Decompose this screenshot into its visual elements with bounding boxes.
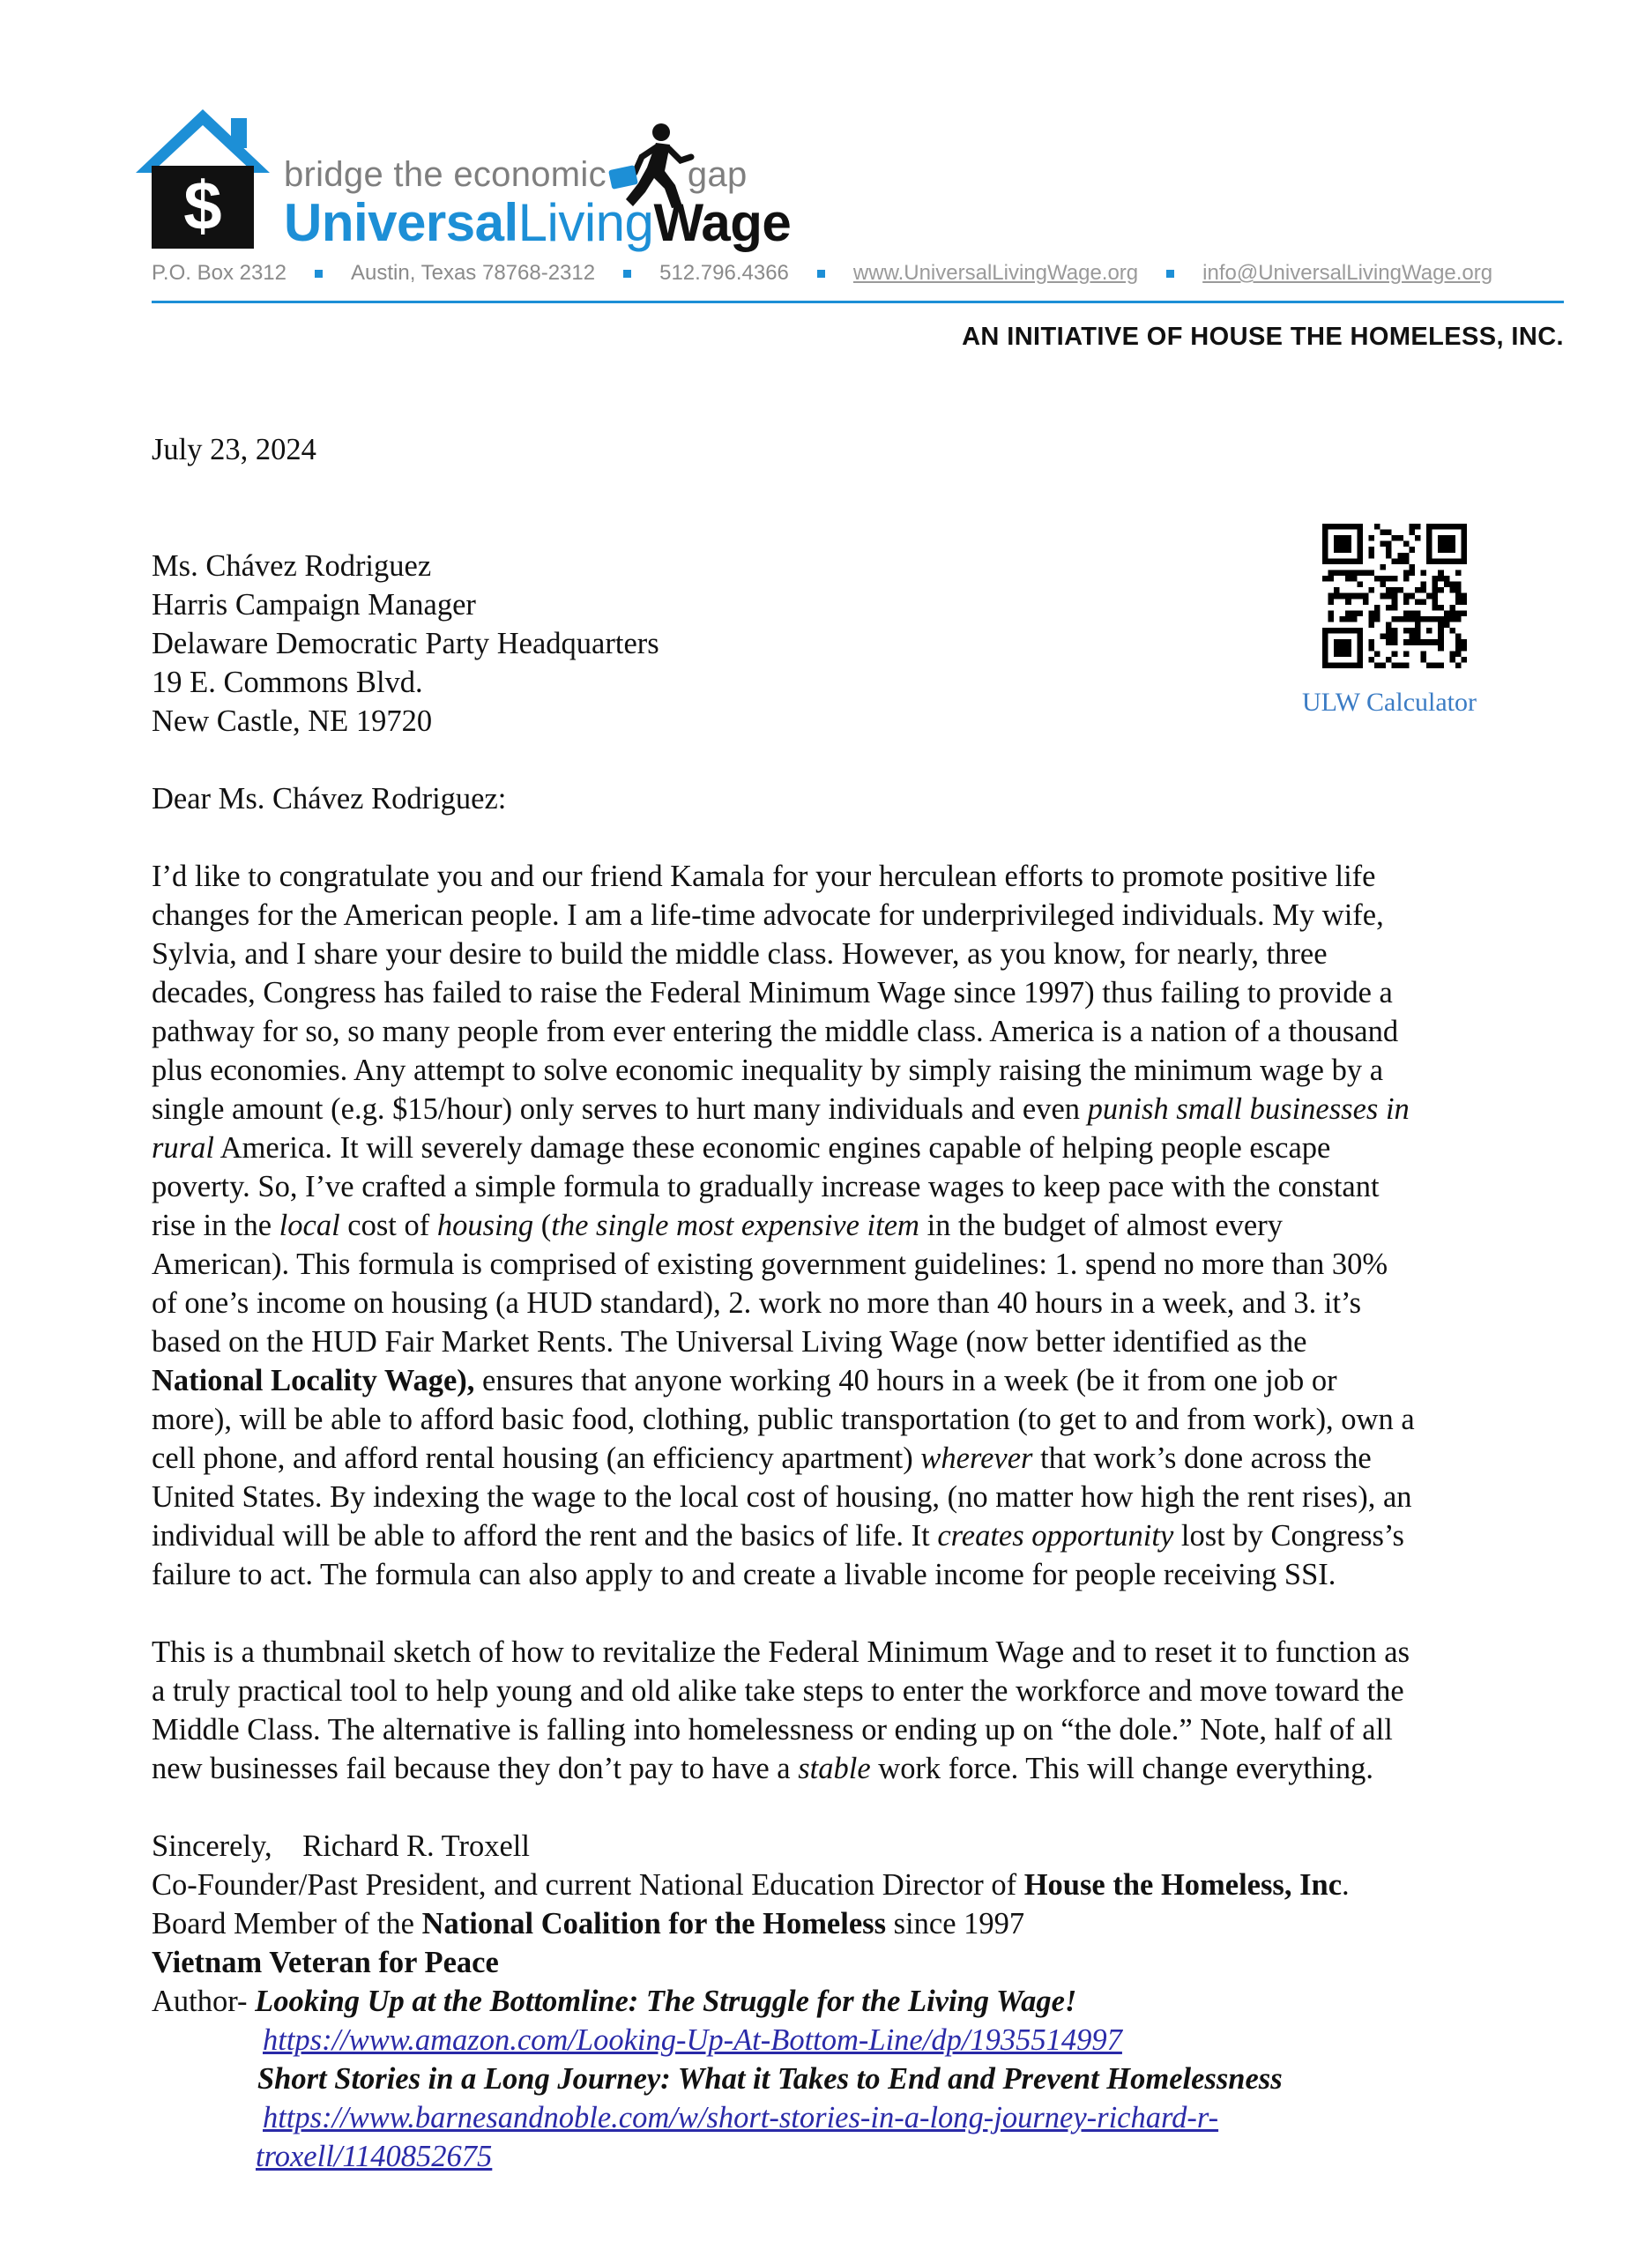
text-line: a truly practical tool to help young and old alike take steps to enter the workforce and move toward the [152,1674,1404,1708]
text-line: pathway for so, so many people from ever entering the middle class. America is a nation of a thousand [152,1015,1399,1048]
veteran-title: Vietnam Veteran for Peace [152,1946,499,1979]
text-run: Author- [152,1985,256,2018]
signer-name: Richard R. Troxell [302,1829,530,1863]
letter-date: July 23, 2024 [152,433,316,466]
body-paragraph-2 [152,1633,1571,1788]
text-line: This is a thumbnail sketch of how to revitalize the Federal Minimum Wage and to reset it to function as [152,1635,1410,1669]
house-dollar-icon [132,106,273,251]
role-line [152,1866,1350,1904]
brand-wage: Wage [653,193,792,252]
emphasis-run: housing [436,1209,534,1242]
text-line [152,1361,1571,1400]
text-line [152,1749,1571,1788]
address-line: 19 E. Commons Blvd. [152,666,423,699]
text-run: lost by Congress’s [1173,1519,1404,1553]
text-run: cell phone, and afford rental housing (an efficiency apartment) [152,1441,921,1475]
text-line: decades, Congress has failed to raise the Federal Minimum Wage since 1997) thus failing to provide a [152,976,1393,1009]
qr-code-image[interactable] [1322,524,1467,668]
phone: 512.796.4366 [659,261,789,285]
qr-caption: ULW Calculator [1302,688,1477,717]
address-line: New Castle, NE 19720 [152,704,433,738]
veteran-line [152,1943,1350,1982]
separator-square-icon [817,270,825,278]
text-line [152,1516,1571,1555]
website-link[interactable]: www.UniversalLivingWage.org [852,261,1139,285]
contact-line [152,261,1492,286]
text-run: that work’s done across the [1032,1441,1372,1475]
emphasis-run: rural [152,1131,214,1165]
text-run: Co-Founder/Past President, and current National Education Director of [152,1868,1024,1902]
text-line: failure to act. The formula can also apply to and create a livable income for people receiving SSI. [152,1558,1336,1591]
text-line [152,1090,1571,1128]
book-title-line [152,2060,1350,2098]
text-line: based on the HUD Fair Market Rents. The Universal Living Wage (now better identified as the [152,1325,1307,1359]
text-line: more), will be able to afford basic food, clothing, public transportation (to get to and from work), own a [152,1403,1415,1436]
tagline-pre: bridge the economic [284,155,606,194]
text-run: America. It will severely damage these economic engines capable of helping people escape [213,1131,1331,1165]
salutation: Dear Ms. Chávez Rodriguez: [152,782,507,816]
bold-run: National Locality Wage), [152,1364,475,1397]
initiative-heading: AN INITIATIVE OF HOUSE THE HOMELESS, INC. [962,323,1564,351]
email-link[interactable]: info@UniversalLivingWage.org [1202,261,1493,285]
separator-square-icon [1166,270,1174,278]
recipient-address [152,547,659,741]
book-link[interactable]: https://www.amazon.com/Looking-Up-At-Bottom-Line/dp/1935514997 [263,2023,1122,2057]
city-line: Austin, Texas 78768-2312 [351,261,596,285]
address-line: Delaware Democratic Party Headquarters [152,627,659,660]
logo-dollar-sign: $ [183,167,222,244]
text-run: new businesses fail because they don’t pay to have a [152,1752,799,1785]
book-link-line [152,2021,1350,2060]
brand-living: Living [517,193,654,252]
text-run: cost of [339,1209,437,1242]
text-line: of one’s income on housing (a HUD standard), 2. work no more than 40 hours in a week, and 3. it’s [152,1286,1362,1320]
text-line: plus economies. Any attempt to solve economic inequality by simply raising the minimum wage by a [152,1054,1384,1087]
text-line: changes for the American people. I am a life-time advocate for underprivileged individuals. My wife, [152,898,1384,932]
text-line: poverty. So, I’ve crafted a simple formula to gradually increase wages to keep pace with the constant [152,1170,1380,1203]
emphasis-run: punish small businesses in [1087,1092,1410,1126]
book-link[interactable]: troxell/1140852675 [256,2140,493,2173]
book-link-line [152,2137,1350,2176]
text-line [152,1439,1571,1478]
text-run: ensures that anyone working 40 hours in a week (be it from one job or [474,1364,1337,1397]
author-line [152,1982,1350,2021]
book-link[interactable]: https://www.barnesandnoble.com/w/short-stories-in-a-long-journey-richard-r- [263,2101,1219,2134]
brand-wordmark [284,192,791,253]
text-line: Middle Class. The alternative is falling into homelessness or ending up on “the dole.” Note, half of all [152,1713,1393,1747]
closing-line [152,1827,1350,1866]
emphasis-run: wherever [920,1441,1033,1475]
address-line: Harris Campaign Manager [152,588,476,622]
brand-universal: Universal [284,193,518,252]
text-line: American). This formula is comprised of existing government guidelines: 1. spend no more than 30% [152,1248,1388,1281]
text-line [152,1206,1571,1245]
signature-block [152,1827,1350,2176]
book-link-line [152,2098,1350,2137]
closing: Sincerely, [152,1829,272,1863]
emphasis-run: stable [798,1752,871,1785]
text-line [152,1128,1571,1167]
po-box: P.O. Box 2312 [152,261,286,285]
emphasis-run: the single most expensive item [551,1209,919,1242]
book-title: Looking Up at the Bottomline: The Struggle for the Living Wage! [255,1985,1077,2018]
text-line: I’d like to congratulate you and our friend Kamala for your herculean efforts to promote positive life [152,860,1376,893]
tagline-post: gap [687,155,748,194]
org-name: National Coalition for the Homeless [421,1907,886,1940]
text-run: individual will be able to afford the rent and the basics of life. It [152,1519,938,1553]
text-run: Board Member of the [152,1907,422,1940]
text-line: Sylvia, and I share your desire to build the middle class. However, as you know, for nearly, three [152,937,1328,971]
text-run: single amount (e.g. $15/hour) only serves to hurt many individuals and even [152,1092,1088,1126]
text-line: United States. By indexing the wage to the local cost of housing, (no matter how high the rent rises), an [152,1480,1412,1514]
emphasis-run: local [279,1209,340,1242]
separator-square-icon [315,270,323,278]
address-line: Ms. Chávez Rodriguez [152,549,432,583]
separator-square-icon [623,270,631,278]
board-line [152,1904,1350,1943]
org-name: House the Homeless, Inc [1023,1868,1343,1902]
text-run: since 1997 [886,1907,1025,1940]
text-run: . [1342,1868,1350,1902]
body-paragraph-1 [152,857,1571,1594]
text-run: work force. This will change everything. [870,1752,1374,1785]
book-title: Short Stories in a Long Journey: What it Takes to End and Prevent Homelessness [257,2062,1283,2096]
emphasis-run: creates opportunity [937,1519,1174,1553]
letterhead-divider [152,301,1564,303]
text-run: ( [533,1209,552,1242]
text-run: rise in the [152,1209,279,1242]
text-run: in the budget of almost every [919,1209,1283,1242]
